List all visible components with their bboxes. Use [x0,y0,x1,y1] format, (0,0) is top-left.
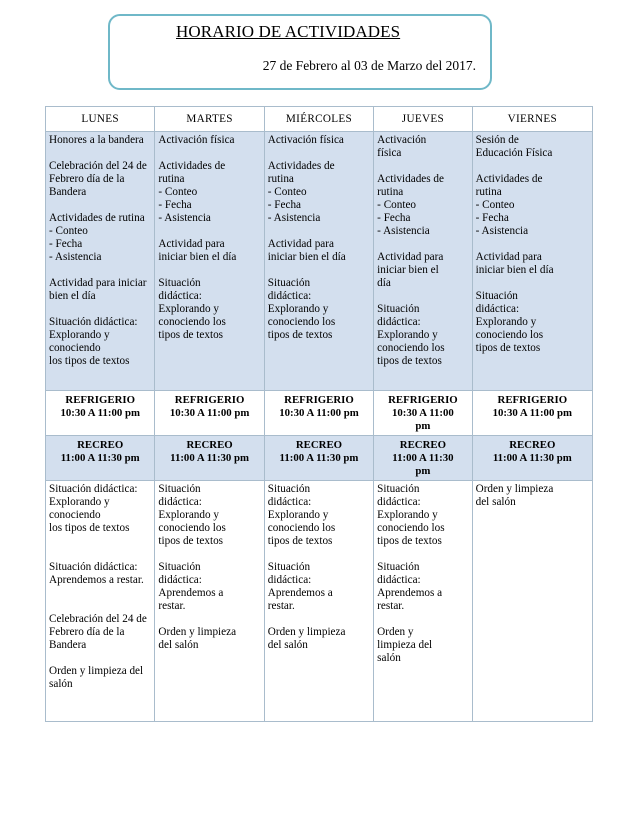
cell-line: del salón [267,639,308,651]
recreo-cell [472,436,592,481]
cell-line: Explorando y [158,509,219,521]
day-header-row [46,107,593,132]
cell-line: REFRIGERIO [284,394,354,406]
cell-line [49,548,151,561]
cell-line: Explorando y [267,303,329,315]
cell-line: iniciar bien el día [158,251,237,263]
cell-line: Aprendemos a [158,587,224,599]
cell-line: restar. [377,600,405,612]
cell-line: Aprendemos a [267,587,333,599]
cell-line: conociendo los [158,316,226,328]
cell-line: 10:30 A 11:00 [392,407,454,419]
cell-line: Situación didáctica: [49,561,138,573]
cell-line: Bandera [49,639,87,651]
recreo-cell [264,436,373,481]
cell-line: - Asistencia [267,212,321,224]
cell-line: Actividades de [158,160,226,172]
cell-line: REFRIGERIO [388,394,458,406]
cell-line: Actividades de [377,173,444,185]
cell-line: Orden y limpieza del [49,665,144,677]
cell-line: Explorando y [267,509,329,521]
page-title: HORARIO DE ACTIVIDADES [176,22,401,41]
cell-line [476,277,589,290]
cell-line: didáctica: [475,303,520,315]
cell-line: conociendo los [475,329,544,341]
cell-line: Situación didáctica: [49,483,138,495]
cell-line: Situación [158,483,201,495]
cell-line: - Conteo [49,225,88,237]
cell-line [49,652,151,665]
cell-line: pm [415,465,431,477]
cell-line: - Fecha [158,199,192,211]
cell-line: Actividades de rutina [49,212,145,224]
cell-line [377,238,468,251]
cell-line [268,613,370,626]
cell-line: tipos de textos [267,329,333,341]
cell-line: rutina [267,173,294,185]
day-header-martes: MARTES [155,107,264,132]
cell-line: rutina [475,186,502,198]
cell-line [268,225,370,238]
cell-line: - Conteo [158,186,198,198]
cell-line: Activación [377,134,427,146]
cell-line: - Fecha [49,238,83,250]
cell-line: Activación física [158,134,235,146]
cell-line: Situación [475,290,518,302]
day-header-viernes: VIERNES [472,107,592,132]
cell-line [476,160,589,173]
cell-line [158,548,260,561]
cell-line: Actividades de [475,173,543,185]
cell-line [268,548,370,561]
cell-line [158,147,260,160]
cell-line: didáctica: [158,290,202,302]
cell-line [377,548,468,561]
cell-line: Situación didáctica: [49,316,138,328]
cell-line [158,613,260,626]
afternoon-cell [472,481,592,722]
cell-line: día [377,277,391,289]
cell-line: conociendo los [377,522,445,534]
cell-line: didáctica: [158,496,202,508]
cell-line [268,264,370,277]
cell-line: tipos de textos [377,535,442,547]
morning-cell [155,132,264,391]
title-box [108,14,492,90]
recreo-cell [155,436,264,481]
cell-line: - Fecha [267,199,302,211]
cell-line: Febrero día de la [49,626,125,638]
day-header-miercoles: MIÉRCOLES [264,107,373,132]
cell-line: Situación [377,303,420,315]
cell-line: didáctica: [377,496,421,508]
cell-line: Orden y limpieza [267,626,346,638]
afternoon-cell [264,481,373,722]
cell-line: REFRIGERIO [65,394,135,406]
date-range: 27 de Febrero al 03 de Marzo del 2017. [262,58,476,73]
cell-line: 10:30 A 11:00 pm [492,407,573,419]
cell-line: didáctica: [267,290,312,302]
cell-line [49,264,151,277]
cell-line: Explorando y [158,303,219,315]
cell-line: Situación [377,483,420,495]
cell-line: Activación física [267,134,344,146]
cell-line: Honores a la bandera [49,134,144,146]
cell-line: Sesión de [475,134,519,146]
cell-line: Celebración del 24 de [49,613,147,625]
refrigerio-cell [264,391,373,436]
cell-line: Febrero día de la [49,173,125,185]
cell-line: Educación Física [475,147,553,159]
cell-line: REFRIGERIO [497,394,568,406]
cell-line: didáctica: [377,316,421,328]
schedule-table [45,106,593,722]
cell-line: Explorando y [377,329,438,341]
cell-line [158,225,260,238]
cell-line: conociendo los [158,522,226,534]
cell-line [49,587,151,600]
cell-line [268,147,370,160]
cell-line: didáctica: [377,574,421,586]
cell-line: Actividad para [158,238,225,250]
cell-line: conociendo los [377,342,445,354]
cell-line: - Conteo [267,186,307,198]
refrigerio-cell [374,391,472,436]
morning-cell [46,132,155,391]
cell-line: tipos de textos [158,535,224,547]
cell-line: Aprendemos a [377,587,443,599]
cell-line: RECREO [77,439,124,451]
cell-line: 11:00 A 11:30 pm [170,452,250,464]
cell-line: 10:30 A 11:00 pm [169,407,250,419]
cell-line: Actividad para [475,251,542,263]
cell-line: Explorando y conociendo [49,329,110,354]
cell-line [476,238,589,251]
cell-line: Explorando y [475,316,537,328]
cell-line: 11:00 A 11:30 pm [279,452,359,464]
cell-line: REFRIGERIO [174,394,245,406]
cell-line: iniciar bien el [377,264,439,276]
cell-line: 11:00 A 11:30 pm [492,452,572,464]
cell-line: Explorando y [377,509,438,521]
cell-line: - Conteo [475,199,515,211]
cell-line: Orden y [377,626,414,638]
cell-line [377,613,468,626]
day-header-jueves: JUEVES [374,107,472,132]
day-header-lunes: LUNES [46,107,155,132]
cell-line: pm [415,420,431,432]
cell-line: conociendo los [267,522,336,534]
cell-line: Orden y limpieza [158,626,237,638]
refrigerio-cell [155,391,264,436]
recreo-row [46,436,593,481]
recreo-cell [46,436,155,481]
cell-line: iniciar bien el día [475,264,554,276]
cell-line: tipos de textos [475,342,541,354]
afternoon-activities-row [46,481,593,722]
refrigerio-cell [472,391,592,436]
cell-line: - Conteo [377,199,417,211]
cell-line: Explorando y conociendo [49,496,110,521]
cell-line: Orden y limpieza [475,483,554,495]
cell-line: bien el día [49,290,96,302]
cell-line: 11:00 A 11:30 [392,452,454,464]
cell-line: - Asistencia [158,212,211,224]
cell-line: rutina [377,186,404,198]
cell-line: salón [49,678,73,690]
cell-line [49,600,151,613]
cell-line: Situación [158,277,201,289]
cell-line [49,303,151,316]
cell-line: - Asistencia [475,225,529,237]
cell-line: RECREO [186,439,233,451]
cell-line: Actividad para [267,238,334,250]
cell-line: didáctica: [267,574,312,586]
recreo-cell [374,436,472,481]
afternoon-cell [155,481,264,722]
cell-line: RECREO [509,439,556,451]
cell-line: los tipos de textos [49,522,130,534]
cell-line: Aprendemos a restar. [49,574,144,586]
refrigerio-row [46,391,593,436]
morning-cell [264,132,373,391]
cell-line [49,535,151,548]
cell-line [377,290,468,303]
morning-cell [374,132,472,391]
cell-line [49,199,151,212]
cell-line: Situación [267,483,311,495]
cell-line: - Asistencia [377,225,430,237]
cell-line: restar. [267,600,295,612]
cell-line: 10:30 A 11:00 pm [60,407,140,419]
cell-line: tipos de textos [158,329,224,341]
cell-line: tipos de textos [267,535,333,547]
cell-line: Actividad para [377,251,444,263]
cell-line: didáctica: [158,574,202,586]
cell-line: restar. [158,600,186,612]
cell-line: del salón [158,639,199,651]
cell-line: Actividades de [267,160,335,172]
cell-line: los tipos de textos [49,355,130,367]
cell-line: Celebración del 24 de [49,160,147,172]
refrigerio-cell [46,391,155,436]
morning-activities-row [46,132,593,391]
cell-line: 10:30 A 11:00 pm [279,407,359,419]
cell-line: RECREO [295,439,343,451]
cell-line: física [377,147,402,159]
cell-line: iniciar bien el día [267,251,346,263]
cell-line: rutina [158,173,185,185]
cell-line: Bandera [49,186,87,198]
cell-line: 11:00 A 11:30 pm [60,452,140,464]
afternoon-cell [46,481,155,722]
cell-line: Actividad para iniciar [49,277,147,289]
cell-line: - Fecha [475,212,509,224]
cell-line: del salón [475,496,516,508]
cell-line: Situación [267,277,311,289]
cell-line: - Fecha [377,212,411,224]
cell-line [49,147,151,160]
cell-line [377,160,468,173]
cell-line: - Asistencia [49,251,102,263]
cell-line: RECREO [399,439,446,451]
cell-line: Situación [377,561,420,573]
cell-line: salón [377,652,401,664]
morning-cell [472,132,592,391]
afternoon-cell [374,481,472,722]
cell-line: tipos de textos [377,355,442,367]
cell-line [158,264,260,277]
cell-line: Situación [267,561,311,573]
cell-line: conociendo los [267,316,336,328]
cell-line: Situación [158,561,201,573]
cell-line: limpieza del [377,639,433,651]
cell-line: didáctica: [267,496,312,508]
